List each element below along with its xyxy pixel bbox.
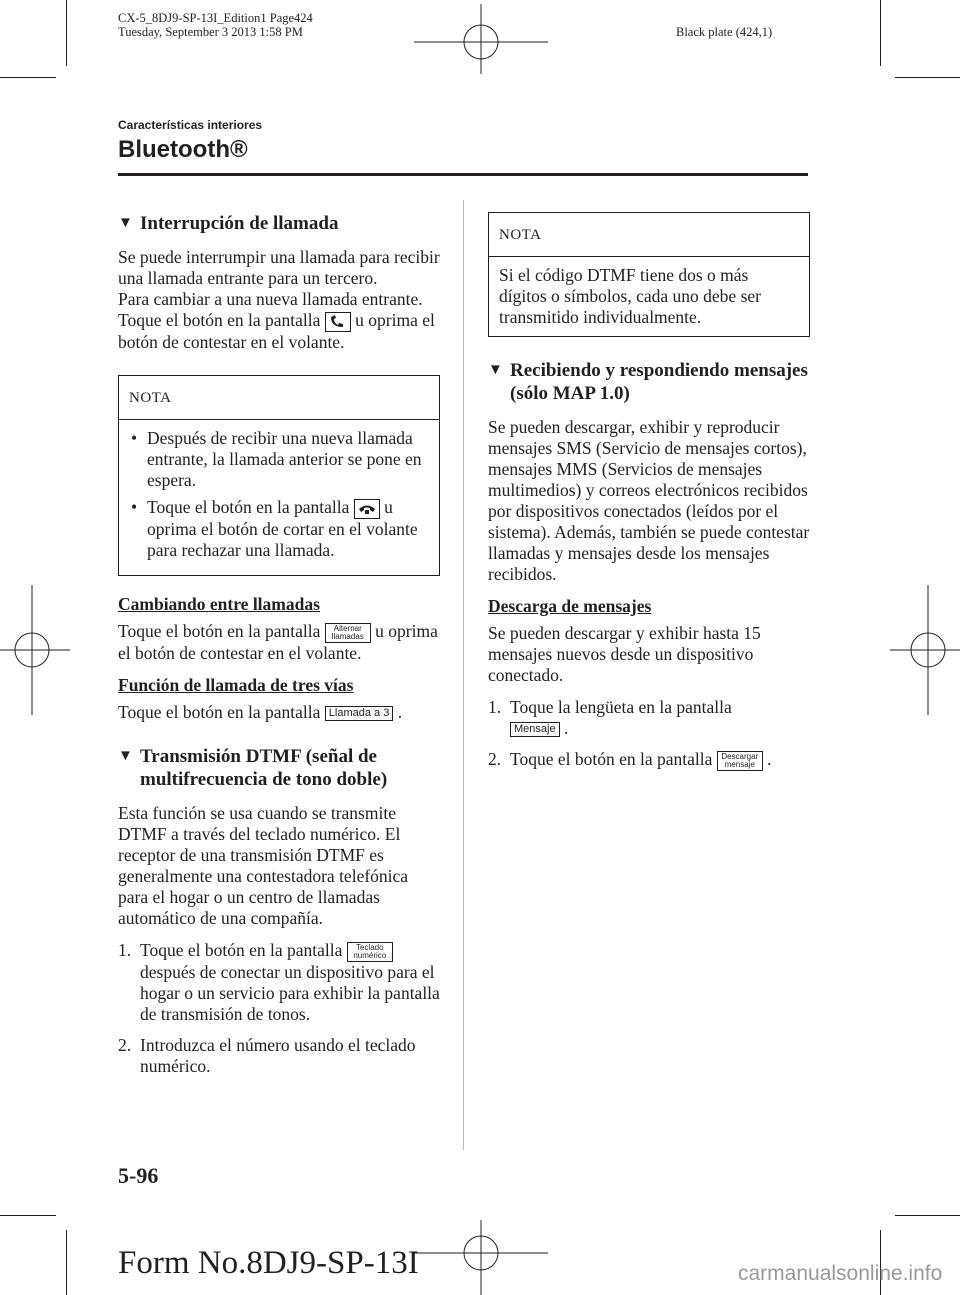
print-metadata	[118, 11, 313, 39]
triangle-icon: ▼	[118, 215, 133, 231]
paragraph: Toque el botón en la pantalla Llamada a 3 .	[118, 701, 403, 722]
heading-download: Descarga de mensajes	[488, 596, 652, 616]
column-separator	[463, 200, 464, 1150]
alternar-button: Alternar llamadas	[325, 623, 371, 643]
section-title: Características interiores	[118, 118, 263, 132]
bullet-icon: •	[131, 496, 138, 517]
teclado-button: Teclado numérico	[347, 942, 393, 962]
mensaje-tab: Mensaje	[510, 722, 560, 737]
heading-messages: ▼ Recibiendo y respondiendo mensajes (sólo MAP 1.0)	[488, 360, 808, 404]
list-item: 1. Toque el botón en la pantalla Teclado numérico después de conectar un dispositivo para el hogar o un servicio para exhibir la pantalla de transmisión de tonos.	[118, 939, 440, 1024]
print-meta-line1: CX-5_8DJ9-SP-13I_Edition1 Page424	[118, 11, 313, 25]
left-column	[118, 212, 440, 1087]
descargar-button: Descargar mensaje	[717, 751, 763, 771]
heading-dtmf: ▼ Transmisión DTMF (señal de multifrecuencia de tono doble)	[118, 745, 388, 790]
paragraph: Se puede interrumpir una llamada para recibir una llamada entrante para un tercero.	[118, 247, 440, 288]
note-title: NOTA	[119, 376, 439, 420]
page-number: 5-96	[118, 1163, 159, 1188]
llamada-3-button: Llamada a 3	[325, 706, 394, 721]
paragraph: Esta función se usa cuando se transmite DTMF a través del teclado numérico. El receptor de una transmisión DTMF es generalmente una contestadora telefónica para el hogar o un centro de llamadas automático de una compañía.	[118, 802, 409, 928]
bullet-icon: •	[131, 427, 138, 448]
list-item: • Toque el botón en la pantalla u oprima el botón de cortar en el volante para rechazar una llamada.	[131, 496, 418, 560]
plate-label: Black plate (424,1)	[676, 25, 773, 39]
header-rule	[118, 173, 808, 176]
phone-hangup-icon	[354, 499, 380, 519]
heading-three-way: Función de llamada de tres vías	[118, 674, 354, 695]
note-title: NOTA	[489, 213, 809, 257]
list-item: 2. Introduzca el número usando el teclado numérico.	[118, 1034, 416, 1076]
triangle-icon: ▼	[118, 747, 133, 764]
note-box	[488, 212, 810, 337]
paragraph: Se pueden descargar y exhibir hasta 15 mensajes nuevos desde un dispositivo conectado.	[488, 623, 761, 685]
print-meta-line2: Tuesday, September 3 2013 1:58 PM	[118, 25, 303, 39]
registration-mark-right	[890, 585, 960, 715]
triangle-icon: ▼	[488, 362, 503, 378]
heading-interrupt: ▼ Interrupción de llamada	[118, 213, 339, 234]
watermark: carmanualsonline.info	[738, 1262, 943, 1285]
paragraph: Para cambiar a una nueva llamada entrante.	[118, 289, 423, 309]
paragraph: Toque el botón en la pantalla Alternar llamadas u oprima el botón de contestar en el volante.	[118, 620, 438, 663]
registration-mark-bottom	[414, 1220, 548, 1295]
phone-answer-icon	[325, 312, 351, 332]
registration-mark-left	[0, 585, 70, 715]
list-item: 2. Toque el botón en la pantalla Descargar mensaje .	[488, 749, 772, 769]
list-item: • Después de recibir una nueva llamada entrante, la llamada anterior se pone en espera.	[131, 427, 422, 490]
note-box	[118, 375, 440, 576]
registration-mark-top	[414, 4, 548, 74]
form-number: Form No.8DJ9-SP-13I	[118, 1245, 419, 1281]
chapter-title: Bluetooth®	[118, 136, 248, 163]
paragraph: Toque el botón en la pantalla u oprima el botón de contestar en el volante.	[118, 310, 435, 352]
heading-switch-calls: Cambiando entre llamadas	[118, 593, 320, 614]
paragraph: Se pueden descargar, exhibir y reproducir mensajes SMS (Servicio de mensajes cortos), mensajes MMS (Servicios de mensajes multimedios) y correos electrónicos recibidos por dispositivos conectados (leídos por el sistema). Además, también se puede contestar llamadas y mensajes desde los mensajes recibidos.	[488, 417, 810, 584]
note-body: Si el código DTMF tiene dos o más dígitos o símbolos, cada uno debe ser transmitido individualmente.	[499, 265, 761, 327]
list-item: 1. Toque la lengüeta en la pantalla Mensaje .	[488, 697, 732, 738]
right-column	[488, 212, 810, 781]
